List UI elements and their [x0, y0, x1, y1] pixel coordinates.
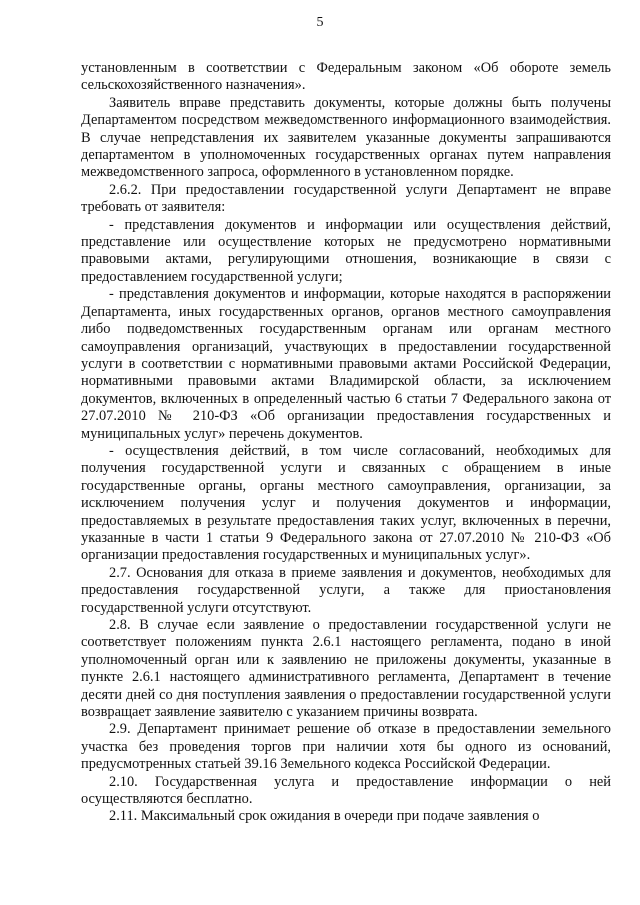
- paragraph-item-2-10: 2.10. Государственная услуга и предоставление информации о ней осуществляются бесплатно.: [81, 773, 611, 808]
- paragraph-continuation: установленным в соответствии с Федеральным законом «Об обороте земель сельскохозяйственного назначения».: [81, 60, 611, 94]
- list-item-2-6-2-b: - представления документов и информации, которые находятся в распоряжении Департамента, иных государственных органов, органов местного самоуправления либо подведомственных государственным органам или органам местного самоуправления организаций, участвующих в предоставлении государственной услуги в соответствии с нормативными правовыми актами Российской Федерации, нормативными правовыми актами Владимирской области, за исключением документов, включенных в определенный частью 6 статьи 7 Федерального закона от 27.07.2010 № 210-ФЗ «Об организации предоставления государственных и муниципальных услуг» перечень документов.: [81, 286, 611, 442]
- paragraph-item-2-7: 2.7. Основания для отказа в приеме заявления и документов, необходимых для предоставления государственной услуги, а также для приостановления государственной услуги отсутствуют.: [81, 564, 611, 616]
- list-item-2-6-2-c: - осуществления действий, в том числе согласований, необходимых для получения государственной услуги и связанных с обращением в иные государственные органы, органы местного самоуправления, организации, за исключением получения услуг и получения документов и информации, предоставляемых в результате предоставления таких услуг, включенных в перечни, указанные в части 1 статьи 9 Федерального закона от 27.07.2010 № 210-ФЗ «Об организации предоставления государственных и муниципальных услуг».: [81, 442, 611, 564]
- paragraph-applicant-right: Заявитель вправе представить документы, которые должны быть получены Департаментом посредством межведомственного информационного взаимодействия. В случае непредставления их заявителем указанные документы запрашиваются департаментом в уполномоченных государственных органах путем направления межведомственного запроса, оформленного в установленном порядке.: [81, 94, 611, 181]
- paragraph-item-2-8: 2.8. В случае если заявление о предоставлении государственной услуги не соответствует положениям пункта 2.6.1 настоящего регламента, подано в иной уполномоченный орган или к заявлению не приложены документы, указанные в пункте 2.6.1 настоящего административного регламента, Департамент в течение десяти дней со дня поступления заявления о предоставлении государственной услуги возвращает заявление заявителю с указанием причины возврата.: [81, 617, 611, 721]
- document-body: [81, 60, 611, 826]
- paragraph-item-2-9: 2.9. Департамент принимает решение об отказе в предоставлении земельного участка без проведения торгов при наличии хотя бы одного из оснований, предусмотренных статьей 39.16 Земельного кодекса Российской Федерации.: [81, 721, 611, 773]
- list-item-2-6-2-a: - представления документов и информации или осуществления действий, представление или осуществление которых не предусмотрено нормативными правовыми актами, регулирующими отношения, возникающие в связи с предоставлением государственной услуги;: [81, 216, 611, 285]
- page-number: 5: [316, 15, 324, 30]
- paragraph-item-2-6-2: 2.6.2. При предоставлении государственной услуги Департамент не вправе требовать от заявителя:: [81, 181, 611, 216]
- paragraph-item-2-11: 2.11. Максимальный срок ожидания в очереди при подаче заявления о: [109, 808, 540, 825]
